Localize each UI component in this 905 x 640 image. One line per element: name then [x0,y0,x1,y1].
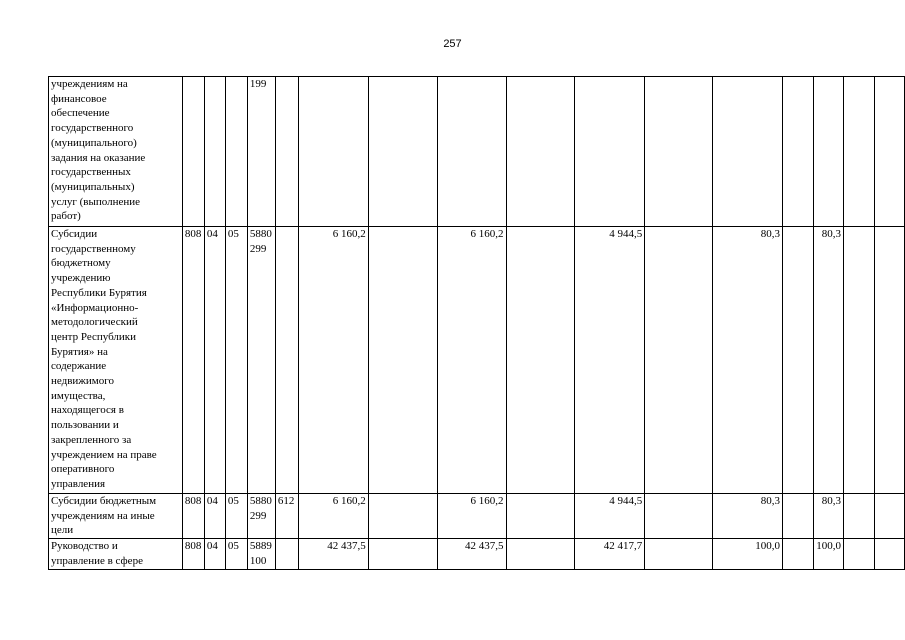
amount-refined-cell: 6 160,2 [437,227,506,494]
table-row [49,77,905,227]
empty-cell [506,539,575,570]
table-row [49,227,905,494]
pr-cell [225,77,247,227]
amount-refined-cell: 42 437,5 [437,539,506,570]
grbs-cell: 808 [182,539,204,570]
amount-plan-cell: 6 160,2 [298,494,368,539]
amount-plan-cell: 6 160,2 [298,227,368,494]
percent-refined-cell: 80,3 [813,494,843,539]
empty-cell [645,539,713,570]
vr-cell [275,539,298,570]
grbs-cell: 808 [182,494,204,539]
empty-cell [843,77,874,227]
empty-cell [783,539,814,570]
percent-refined-cell: 80,3 [813,227,843,494]
row-name-cell: Субсидии бюджетным учреждениям на иные цели [49,494,183,539]
percent-plan-cell [713,77,783,227]
budget-table [48,76,905,570]
amount-refined-cell [437,77,506,227]
amount-plan-cell: 42 437,5 [298,539,368,570]
amount-actual-cell: 4 944,5 [575,494,645,539]
empty-cell [783,227,814,494]
empty-cell [783,494,814,539]
empty-cell [874,77,904,227]
pr-cell: 05 [225,227,247,494]
rz-cell: 04 [204,539,225,570]
empty-cell [506,494,575,539]
percent-plan-cell: 80,3 [713,494,783,539]
empty-cell [645,494,713,539]
percent-plan-cell: 80,3 [713,227,783,494]
empty-cell [368,77,437,227]
vr-cell: 612 [275,494,298,539]
csr-cell: 199 [247,77,275,227]
vr-cell [275,227,298,494]
empty-cell [874,227,904,494]
row-name-cell: Руководство и управление в сфере [49,539,183,570]
page-number: 257 [443,38,462,50]
table-row [49,494,905,539]
amount-actual-cell: 4 944,5 [575,227,645,494]
empty-cell [645,77,713,227]
empty-cell [874,494,904,539]
vr-cell [275,77,298,227]
empty-cell [645,227,713,494]
amount-plan-cell [298,77,368,227]
pr-cell: 05 [225,539,247,570]
pr-cell: 05 [225,494,247,539]
empty-cell [843,494,874,539]
rz-cell: 04 [204,494,225,539]
amount-refined-cell: 6 160,2 [437,494,506,539]
empty-cell [843,227,874,494]
table-row [49,539,905,570]
grbs-cell: 808 [182,227,204,494]
percent-refined-cell [813,77,843,227]
empty-cell [506,227,575,494]
csr-cell: 5880 299 [247,227,275,494]
empty-cell [843,539,874,570]
percent-plan-cell: 100,0 [713,539,783,570]
empty-cell [874,539,904,570]
row-name-cell: Субсидии государственному бюджетному учреждению Республики Бурятия «Информационно- методологический центр Республики Бурятия» на содержание недвижимого имущества, находящегося в пользовании и закрепленного за учреждением на праве оперативного управления [49,227,183,494]
empty-cell [368,227,437,494]
empty-cell [368,494,437,539]
percent-refined-cell: 100,0 [813,539,843,570]
rz-cell [204,77,225,227]
empty-cell [368,539,437,570]
row-name-cell: учреждениям на финансовое обеспечение государственного (муниципального) задания на оказание государственных (муниципальных) услуг (выполнение работ) [49,77,183,227]
empty-cell [783,77,814,227]
csr-cell: 5880 299 [247,494,275,539]
rz-cell: 04 [204,227,225,494]
grbs-cell [182,77,204,227]
amount-actual-cell [575,77,645,227]
csr-cell: 5889 100 [247,539,275,570]
empty-cell [506,77,575,227]
amount-actual-cell: 42 417,7 [575,539,645,570]
